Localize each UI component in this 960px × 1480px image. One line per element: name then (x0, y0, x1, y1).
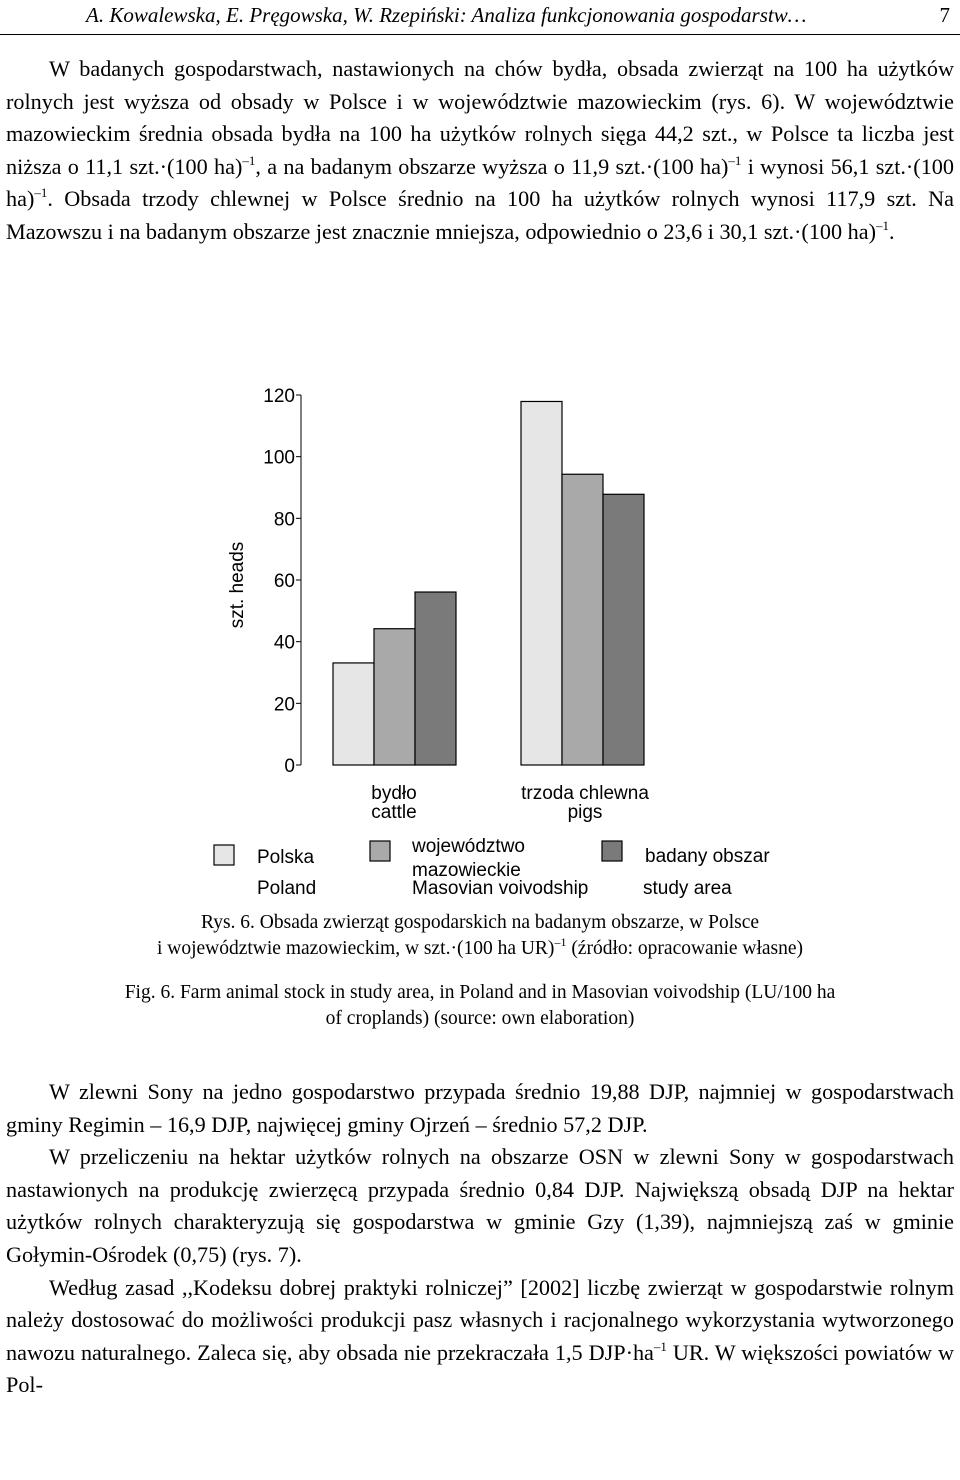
y-tick-label: 60 (273, 571, 295, 592)
legend-label-en: Masovian voivodship (412, 878, 589, 899)
y-tick-label: 0 (284, 756, 295, 777)
unit-exponent: –1 (728, 152, 742, 168)
caption-en-line2: of croplands) (source: own elaboration) (325, 1008, 635, 1029)
body-paragraph-3-text: Według zasad ,,Kodeksu dobrej praktyki rolniczej” [2002] liczbę zwierząt w gospodarstwie rolnym należy dostosować do możliwości produkcji pasz własnych i racjonalnego wykorzystania wytworzonego nawozu naturalnego. Zaleca się, aby obsada nie przekraczała 1,5 DJP·ha (6, 1274, 954, 1365)
y-tick-label: 40 (273, 632, 295, 654)
unit-exponent: –1 (242, 152, 256, 168)
intro-paragraph (6, 53, 954, 249)
caption-unit-exponent: –1 (554, 935, 567, 949)
unit-exponent: –1 (34, 185, 48, 201)
livestock-bar-chart (0, 345, 960, 905)
caption-pl-line2: i województwie mazowieckim, w szt.·(100 ha UR) (156, 938, 555, 959)
legend-swatch (214, 845, 234, 865)
figure-caption-en (0, 980, 960, 1032)
bar (415, 592, 456, 765)
category-label-pl: trzoda chlewna (521, 783, 649, 804)
legend-label-pl: badany obszar (645, 846, 770, 867)
intro-text-4: . Obsada trzody chlewnej w Polsce średnio na 100 ha użytków rolnych wynosi 117,9 szt. Na Mazowszu i na badanym obszarze jest znacznie mniejsza, odpowiednio o 23,6 i 30,1 szt.·(100 ha) (6, 186, 954, 244)
y-tick-label: 20 (273, 694, 295, 716)
bar (521, 401, 562, 765)
intro-text-3: i wynosi 56,1 szt.·(100 ha) (6, 153, 954, 212)
body-paragraph-1: W zlewni Sony na jedno gospodarstwo przypada średnio 19,88 DJP, najmniej w gospodarstwach gminy Regimin – 16,9 DJP, najwięcej gminy Ojrzeń – średnio 57,2 DJP. (6, 1079, 954, 1137)
bar (374, 629, 415, 765)
caption-en-line1: Fig. 6. Farm animal stock in study area, in Poland and in Masovian voivodship (LU/100 ha (124, 982, 836, 1003)
category-label-pl: bydło (371, 783, 417, 804)
body-text (6, 1076, 954, 1402)
legend-label-pl: mazowieckie (412, 860, 521, 881)
y-tick-label: 120 (263, 386, 295, 407)
page-number: 7 (939, 3, 950, 27)
bar (562, 474, 603, 765)
unit-exponent: –1 (875, 217, 889, 233)
legend-label-pl: Polska (257, 847, 315, 868)
unit-exponent: –1 (653, 1338, 667, 1354)
y-tick-label: 100 (263, 447, 295, 469)
intro-text-2: , a na badanym obszarze wyższa o 11,9 szt.·(100 ha) (255, 153, 729, 179)
y-axis-label: szt. heads (227, 541, 248, 629)
bar (333, 663, 374, 765)
caption-pl-line1: Rys. 6. Obsada zwierząt gospodarskich na badanym obszarze, w Polsce (200, 912, 760, 933)
intro-text-5: . (888, 218, 895, 244)
figure-caption-pl (0, 910, 960, 962)
category-label-en: cattle (371, 802, 417, 823)
body-paragraph-3-end: UR. W większości powiatów w Pol- (6, 1339, 954, 1398)
y-tick-label: 80 (273, 509, 295, 531)
legend-swatch (602, 841, 622, 861)
legend-swatch (370, 841, 390, 861)
running-title: A. Kowalewska, E. Pręgowska, W. Rzepiński: Analiza funkcjonowania gospodarstw… (86, 3, 807, 27)
bar (603, 494, 644, 765)
intro-text-1: W badanych gospodarstwach, nastawionych na chów bydła, obsada zwierząt na 100 ha użytków rolnych jest wyższa od obsady w Polsce i w województwie mazowieckim (rys. 6). W województwie mazowieckim średnia obsada bydła na 100 ha użytków rolnych sięga 44,2 szt., w Polsce ta liczba jest niższa o 11,1 szt.·(100 ha) (6, 56, 954, 179)
legend-label-en: Poland (257, 878, 317, 899)
running-header (0, 0, 960, 35)
caption-pl-source: (źródło: opracowanie własne) (566, 938, 804, 959)
body-paragraph-3 (6, 1272, 954, 1402)
legend-label-pl: województwo (412, 836, 525, 857)
body-paragraph-2: W przeliczeniu na hektar użytków rolnych na obszarze OSN w zlewni Sony w gospodarstwach nastawionych na produkcję zwierzęcą przypada średnio 0,84 DJP. Największą obsadą DJP na hektar użytków rolnych charakteryzują się gospodarstwa w gminie Gzy (1,39), najmniejszą zaś w gminie Gołymin-Ośrodek (0,75) (rys. 7). (6, 1144, 954, 1267)
legend-label-en: study area (643, 878, 732, 899)
category-label-en: pigs (567, 802, 603, 823)
